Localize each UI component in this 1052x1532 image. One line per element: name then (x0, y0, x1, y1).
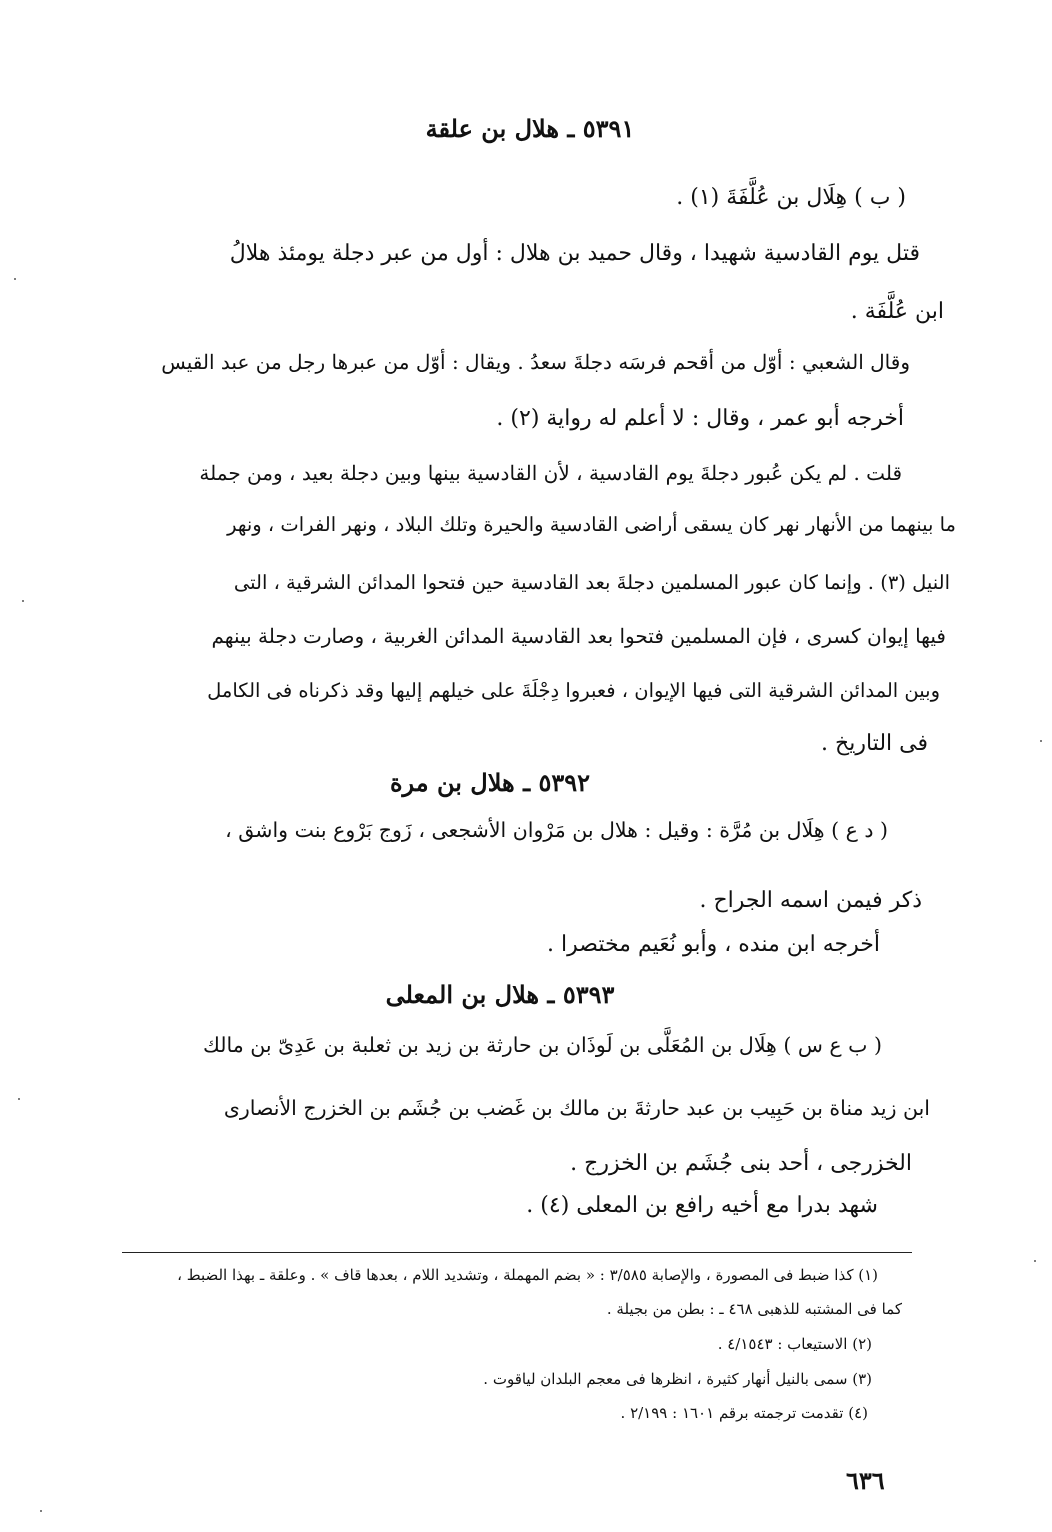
scan-speck (14, 278, 16, 280)
entry-line: النيل (٣) . وإنما كان عبور المسلمين دجلةَ بعد القادسية حين فتحوا المدائن الشرقية ، التى (233, 571, 950, 594)
entry-line: ابن زيد مناة بن حَبِيب بن عبد حارثةَ بن مالك بن غَضب بن جُشَم بن الخزرج الأنصارى (223, 1096, 930, 1120)
entry-line: فيها إيوان كسرى ، فإن المسلمين فتحوا بعد القادسية المدائن الغربية ، وصارت دجلة بينهم (211, 624, 946, 648)
entry-line: قلت . لم يكن عُبور دجلةَ يوم القادسية ، لأن القادسية بينها وبين دجلة بعيد ، ومن جملة (199, 461, 902, 485)
entry-heading: ٥٣٩١ ـ هلال بن علقة (425, 114, 635, 143)
entry-line: وقال الشعبي : أوّل من أقحم فرسَه دجلةَ سعدُ . ويقال : أوّل من عبرها رجل من عبد القيس (161, 350, 910, 374)
entry-line: أخرجه ابن منده ، وأبو نُعَيم مختصرا . (547, 932, 880, 957)
entry-line: ( ب ع س ) هِلَال بن المُعَلَّى بن لَوذَان بن حارثة بن زيد بن ثعلبة بن عَدِىّ بن مالك (203, 1033, 882, 1057)
footnote-line: (٣) سمى بالنيل أنهار كثيرة ، انظرها فى معجم البلدان لياقوت . (483, 1370, 872, 1388)
entry-line: ذكر فيمن اسمه الجراح . (699, 888, 922, 913)
scan-speck (40, 1510, 42, 1512)
entry-line: ما بينهما من الأنهار نهر كان يسقى أراضى القادسية والحيرة وتلك البلاد ، ونهر الفرات ، ونهر (227, 513, 956, 536)
scan-speck (18, 1098, 20, 1100)
scan-speck (22, 600, 24, 602)
footnote-line: (٢) الاستيعاب : ٤/١٥٤٣ . (717, 1335, 872, 1353)
footnote-line: كما فى المشتبه للذهبى ٤٦٨ ـ : بطن من بجيلة . (606, 1300, 902, 1318)
entry-line: ( د ع ) هِلَال بن مُرَّة : وقيل : هلال بن مَرْوان الأشجعى ، زَوج بَرْوع بنت واشق ، (225, 818, 888, 842)
scan-speck (1040, 740, 1042, 742)
entry-line: شهد بدرا مع أخيه رافع بن المعلى (٤) . (526, 1193, 878, 1218)
entry-line: ابن عُلَّفَة . (850, 299, 944, 324)
entry-line: فى التاريخ . (821, 731, 928, 756)
entry-line: قتل يوم القادسية شهيدا ، وقال حميد بن هلال : أول من عبر دجلة يومئذ هلالُ (229, 241, 920, 266)
entry-line: وبين المدائن الشرقية التى فيها الإيوان ، فعبروا دِجْلَةَ على خيلهم إليها وقد ذكرناه فى الكامل (207, 679, 940, 702)
page-number: ٦٣٦ (846, 1466, 885, 1495)
entry-line: ( ب ) هِلَال بن عُلَّفَةَ (١) . (676, 185, 906, 210)
footnote-rule (122, 1252, 912, 1253)
scan-speck (1034, 1260, 1036, 1262)
footnote-line: (٤) تقدمت ترجمته برقم ١٦٠١ : ٢/١٩٩ . (620, 1404, 868, 1422)
footnote-line: (١) كذا ضبط فى المصورة ، والإصابة ٣/٥٨٥ : « بضم المهملة ، وتشديد اللام ، بعدها قاف » . وعلقة ـ بهذا الضبط ، (177, 1266, 878, 1284)
entry-heading: ٥٣٩٣ ـ هلال بن المعلى (385, 980, 615, 1009)
entry-line: أخرجه أبو عمر ، وقال : لا أعلم له رواية (٢) . (496, 406, 904, 431)
entry-heading: ٥٣٩٢ ـ هلال بن مرة (389, 768, 591, 797)
entry-line: الخزرجى ، أحد بنى جُشَم بن الخزرج . (570, 1151, 912, 1176)
